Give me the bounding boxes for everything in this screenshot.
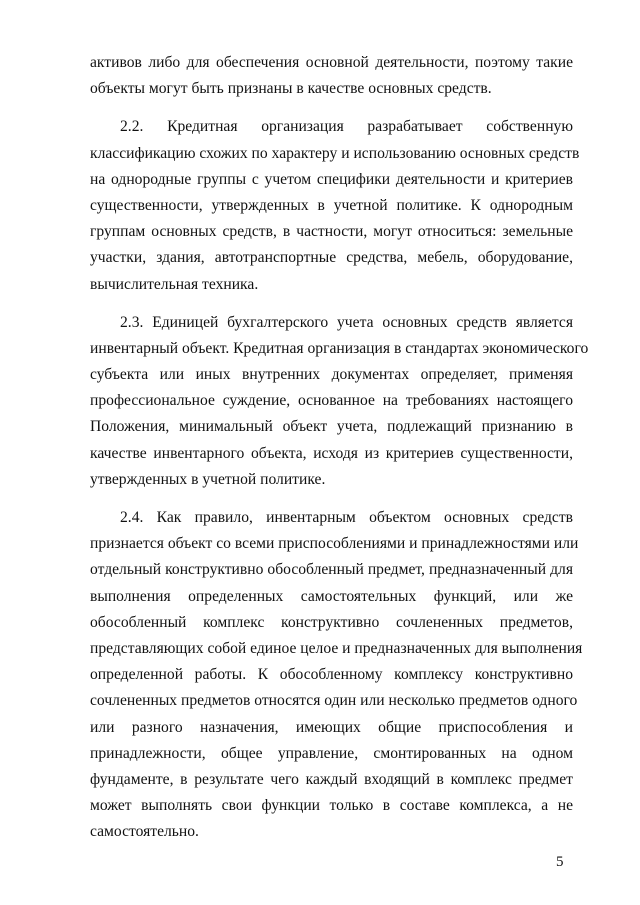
text-line: субъекта или иных внутренних документах определяет, применяя	[90, 366, 573, 384]
text-line: определенной работы. К обособленному комплексу конструктивно	[90, 666, 573, 684]
text-line: 2.4. Как правило, инвентарным объектом основных средств	[120, 509, 573, 526]
text-line: объекты могут быть признаны в качестве основных средств.	[90, 80, 492, 98]
text-line: вычислительная техника.	[90, 275, 259, 293]
paragraph-2-2	[90, 114, 580, 297]
text-line: сочлененных предметов относятся один или несколько предметов одного	[90, 692, 578, 710]
text-line: самостоятельно.	[90, 823, 199, 841]
text-line: утвержденных в учетной политике.	[90, 470, 326, 488]
text-line: участки, здания, автотранспортные средства, мебель, оборудование,	[90, 249, 573, 267]
text-line: 2.2. Кредитная организация разрабатывает собственную	[120, 118, 573, 136]
text-line: признается объект со всеми приспособлениями и принадлежностями или	[90, 535, 579, 553]
text-line: принадлежности, общее управление, смонтированных на одном	[90, 744, 573, 762]
text-line: представляющих собой единое целое и предназначенных для выполнения	[90, 639, 583, 657]
text-line: обособленный комплекс конструктивно сочлененных предметов,	[90, 613, 573, 631]
text-line: классификацию схожих по характеру и использованию основных средств	[90, 144, 580, 162]
paragraph-2-4	[90, 505, 583, 845]
text-line: на однородные группы с учетом специфики деятельности и критериев	[90, 170, 573, 188]
paragraph-2-3	[90, 310, 589, 493]
text-line: выполнения определенных самостоятельных функций, или же	[90, 587, 573, 605]
page-number: 5	[556, 854, 564, 870]
text-line: 2.3. Единицей бухгалтерского учета основных средств является	[120, 313, 573, 331]
text-line: существенности, утвержденных в учетной политике. К однородным	[90, 196, 573, 214]
text-line: фундаменте, в результате чего каждый входящий в комплекс предмет	[90, 770, 573, 788]
text-line: Положения, минимальный объект учета, подлежащий признанию в	[90, 418, 573, 436]
text-line: активов либо для обеспечения основной деятельности, поэтому такие	[90, 54, 573, 71]
text-line: или разного назначения, имеющих общие приспособления и	[90, 718, 573, 736]
document-body	[90, 50, 589, 857]
text-line: группам основных средств, в частности, могут относиться: земельные	[90, 223, 573, 241]
text-line: профессиональное суждение, основанное на требованиях настоящего	[90, 392, 573, 410]
text-line: качестве инвентарного объекта, исходя из критериев существенности,	[90, 444, 573, 462]
text-line: отдельный конструктивно обособленный предмет, предназначенный для	[90, 561, 573, 579]
text-line: инвентарный объект. Кредитная организация в стандартах экономического	[90, 339, 589, 357]
paragraph-continuation	[90, 50, 573, 102]
text-line: может выполнять свои функции только в составе комплекса, а не	[90, 797, 573, 815]
